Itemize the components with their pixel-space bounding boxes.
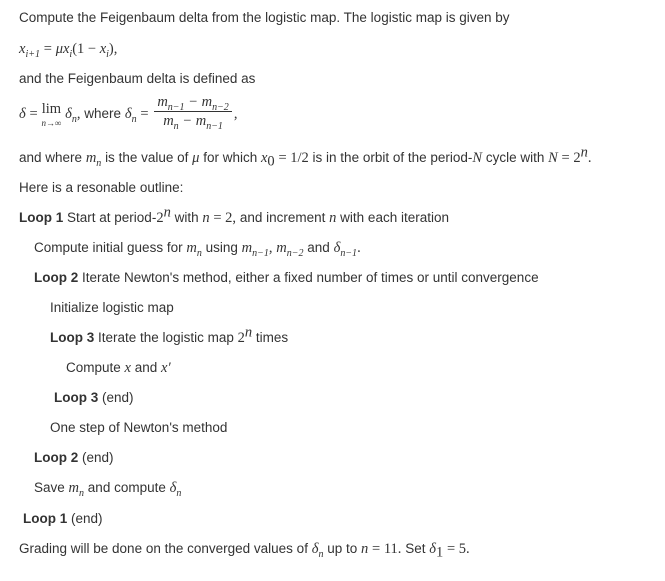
initial-guess-step: Compute initial guess for $m_n$ using $m_{n-1}$, $m_{n-2}$ and $\delta_{n-1}$. <box>34 240 361 259</box>
newton-step: One step of Newton's method <box>50 420 228 435</box>
logistic-map-equation: $x_{i+1} = \mu x_i(1 - x_i)$, <box>19 41 118 60</box>
loop3-start: Loop 3 Iterate the logistic map 2$^n$ times <box>50 324 289 346</box>
intro-line-3: and the Feigenbaum delta is defined as <box>19 71 256 86</box>
intro-line-1: Compute the Feigenbaum delta from the logistic map. The logistic map is given by <box>19 10 510 25</box>
initialize-map-step: Initialize logistic map <box>50 300 174 315</box>
grading-note: Grading will be done on the converged values of $\delta_n$ up to n = 11. Set $\delta_1 = 5$. <box>19 541 470 561</box>
loop1-end: Loop 1 (end) <box>23 511 103 526</box>
loop2-end: Loop 2 (end) <box>34 450 114 465</box>
save-step: Save $m_n$ and compute $\delta_n$ <box>34 480 182 499</box>
loop1-start: Loop 1 Start at period-2$^n$ with n = 2, and increment n with each iteration <box>19 204 449 226</box>
intro-line-5: and where $m_n$ is the value of μ for which $x_0 = 1/2$ is in the orbit of the period-N cycle with $N = 2^n$. <box>19 144 592 170</box>
outline-intro: Here is a resonable outline: <box>19 180 184 195</box>
loop2-start: Loop 2 Iterate Newton's method, either a fixed number of times or until convergence <box>34 270 539 285</box>
compute-x-step: Compute x and x′ <box>66 360 171 376</box>
delta-definition: δ = lim n→∞ $\delta_n$, where $\delta_n$ = $\frac{m_{n-1} - m_{n-2}}{m_n - m_{n-1}}$ , <box>19 94 238 132</box>
loop3-end: Loop 3 (end) <box>54 390 134 405</box>
